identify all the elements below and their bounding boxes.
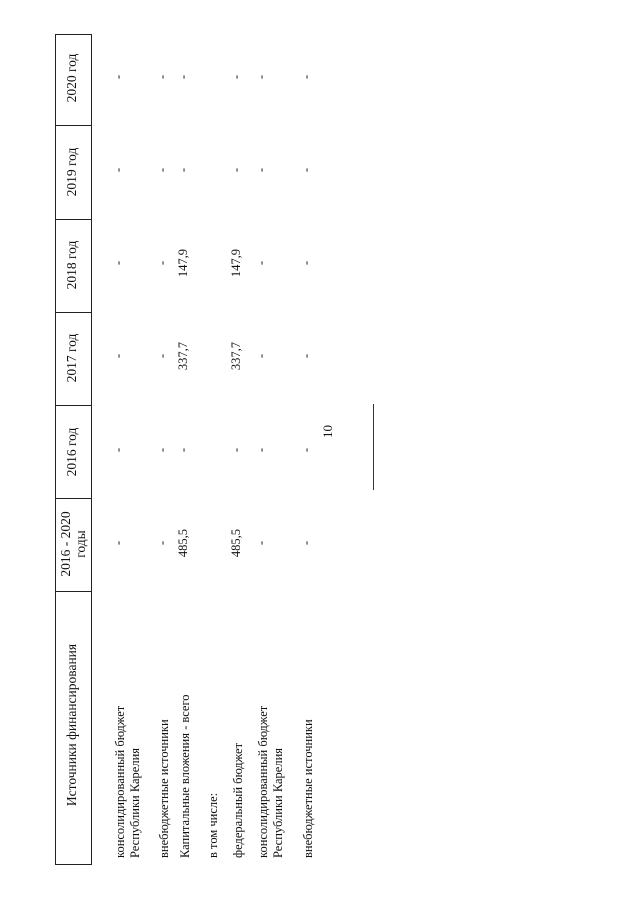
table-border-top xyxy=(55,34,92,35)
header-total: 2016 - 2020 годы xyxy=(58,511,88,577)
cell-value: - xyxy=(111,540,125,546)
cell-value: - xyxy=(254,260,268,266)
cell-value: 147,9 xyxy=(176,248,190,278)
row-label: в том числе: xyxy=(206,792,220,858)
header-2019: 2019 год xyxy=(64,147,79,197)
cell-value: - xyxy=(299,353,313,359)
cell-value: 147,9 xyxy=(229,248,243,278)
cell-value: - xyxy=(254,540,268,546)
col-divider-4 xyxy=(55,405,92,406)
cell-value: - xyxy=(299,447,313,453)
cell-value: - xyxy=(155,74,169,80)
cell-value: - xyxy=(299,167,313,173)
cell-value: - xyxy=(111,167,125,173)
row-label: консолидированный бюджет Республики Карелия xyxy=(256,705,285,858)
cell-value: - xyxy=(254,353,268,359)
page-number: 10 xyxy=(320,425,335,438)
col-divider-1 xyxy=(55,125,92,126)
row-label: внебюджетные источники xyxy=(157,719,171,858)
cell-value: - xyxy=(111,353,125,359)
col-divider-5 xyxy=(55,498,92,499)
cell-value: - xyxy=(229,74,243,80)
cell-value: - xyxy=(176,167,190,173)
cell-value: - xyxy=(254,447,268,453)
cell-value: - xyxy=(111,260,125,266)
col-divider-6 xyxy=(55,591,92,592)
cell-value: 485,5 xyxy=(176,528,190,558)
row-label: консолидированный бюджет Республики Карелия xyxy=(113,705,142,858)
cell-value: - xyxy=(155,167,169,173)
cell-value: - xyxy=(111,447,125,453)
row-label: федеральный бюджет xyxy=(231,742,245,858)
cell-value: 337,7 xyxy=(229,341,243,371)
row-label: внебюджетные источники xyxy=(301,719,315,858)
cell-value: - xyxy=(176,74,190,80)
table-border-bottom xyxy=(55,864,92,865)
cell-value: - xyxy=(155,447,169,453)
header-2018: 2018 год xyxy=(64,240,79,290)
cell-value: - xyxy=(229,167,243,173)
cell-value: - xyxy=(299,540,313,546)
cell-value: - xyxy=(299,74,313,80)
table-header-separator xyxy=(91,34,92,865)
cell-value: - xyxy=(254,167,268,173)
cell-value: - xyxy=(254,74,268,80)
cell-value: - xyxy=(155,353,169,359)
header-2020: 2020 год xyxy=(64,53,79,103)
cell-value: - xyxy=(299,260,313,266)
header-2017: 2017 год xyxy=(64,333,79,383)
cell-value: - xyxy=(155,260,169,266)
header-sources: Источники финансирования xyxy=(64,643,79,807)
table-border-left xyxy=(55,34,56,865)
cell-value: - xyxy=(229,447,243,453)
cell-value: - xyxy=(111,74,125,80)
col-divider-2 xyxy=(55,219,92,220)
col-divider-3 xyxy=(55,312,92,313)
cell-value: 485,5 xyxy=(229,528,243,558)
cell-value: 337,7 xyxy=(176,341,190,371)
header-2016: 2016 год xyxy=(64,427,79,477)
cell-value: - xyxy=(176,447,190,453)
row-label: Капитальные вложения - всего xyxy=(178,694,192,858)
separator-line xyxy=(373,404,374,490)
cell-value: - xyxy=(155,540,169,546)
